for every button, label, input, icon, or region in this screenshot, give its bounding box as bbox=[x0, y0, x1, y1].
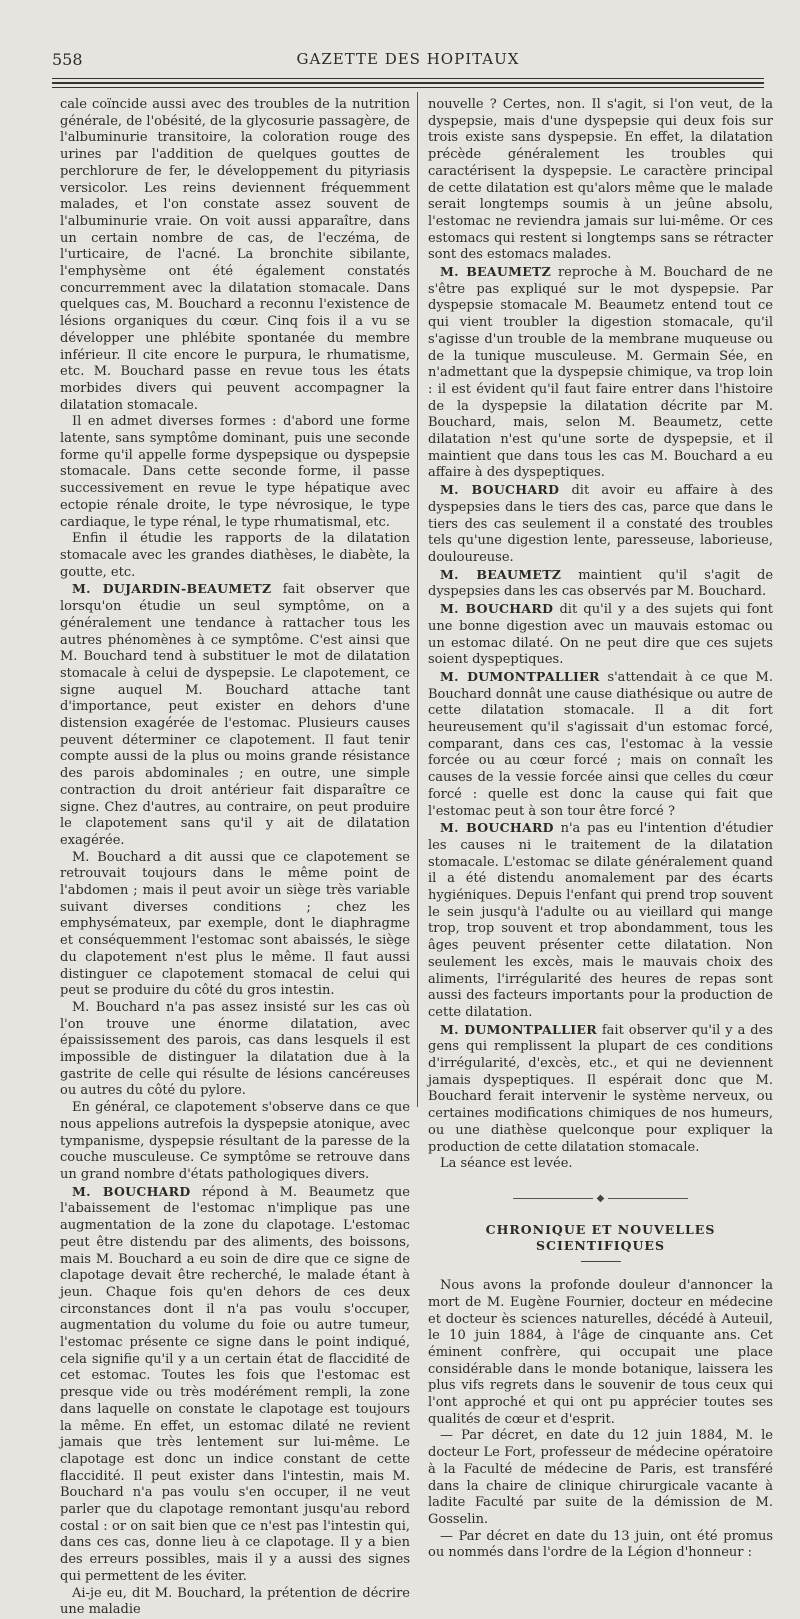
paragraph-text: Enfin il étudie les rapports de la dilatation stomacale avec les grandes diathèses, le diabète, la goutte, etc. bbox=[60, 531, 410, 580]
running-title: GAZETTE DES HOPITAUX bbox=[296, 50, 520, 68]
paragraph-text: cale coïncide aussi avec des troubles de la nutrition générale, de l'obésité, de la glycosurie passagère, de l'albuminurie transitoire, la coloration rouge des urines par l'addition de quelques gouttes de perchlorure de fer, le développement du pityriasis versicolor. Les reins deviennent fréquemment malades, et l'on constate assez souvent de l'albuminurie vraie. On voit aussi apparaître, dans un certain nombre de cas, de l'eczéma, de l'urticaire, de l'acné. La bronchite sibilante, l'emphysème ont été également constatés concurremment avec la dilatation stomacale. Dans quelques cas, M. Bouchard a reconnu l'existence de lésions organiques du cœur. Cinq fois il a vu se développer une phlébite spontanée du membre inférieur. Il cite encore le purpura, le rhumatisme, etc. M. Bouchard passe en revue tous les états morbides divers qui peuvent accompagner la dilatation stomacale. bbox=[60, 97, 410, 413]
paragraph bbox=[428, 1022, 773, 1157]
left-column bbox=[60, 97, 410, 1619]
paragraph bbox=[428, 97, 773, 264]
paragraph bbox=[60, 97, 410, 414]
page-header bbox=[52, 50, 764, 74]
paragraph bbox=[428, 1156, 773, 1173]
header-rule-bottom bbox=[52, 87, 764, 88]
paragraph-text: nouvelle ? Certes, non. Il s'agit, si l'on veut, de la dyspepsie, mais d'une dyspepsie qui deux fois sur trois existe sans dyspepsie. En effet, la dilatation précède généralement les troubles qui caractérisent la dyspepsie. Le caractère principal de cette dilatation est qu'alors même que le malade serait longtemps soumis à un jeûne absolu, l'estomac ne reviendra jamais sur lui-même. Or ces estomacs qui restent si longtemps sans se rétracter sont des estomacs malades. bbox=[428, 97, 773, 263]
paragraph bbox=[60, 1586, 410, 1619]
paragraph-text: reproche à M. Bouchard de ne s'être pas expliqué sur le mot dyspepsie. Par dyspepsie stomacale M. Beaumetz entend tout ce qui vient troubler la digestion stomacale, qu'il s'agisse d'un trouble de la membrane muqueuse ou de la tunique musculeuse. M. Germain Sée, en n'admettant que la dyspepsie chimique, va trop loin : il est évident qu'il faut faire entrer dans l'histoire de la dyspepsie la dilatation décrite par M. Bouchard, mais, selon M. Beaumetz, cette dilatation n'est qu'une sorte de dyspepsie, et il maintient que dans tous les cas M. Bouchard a eu affaire à des dyspeptiques. bbox=[428, 265, 773, 481]
speaker-name: M. BOUCHARD bbox=[440, 482, 560, 498]
paragraph-text: dit qu'il y a des sujets qui font une bonne digestion avec un mauvais estomac ou un estomac dilaté. On ne peut dire que ces sujets soient dyspeptiques. bbox=[428, 602, 773, 668]
paragraph-text: fait observer qu'il y a des gens qui remplissent la plupart de ces conditions d'irrégularité, d'excès, etc., et qui ne deviennent jamais dyspeptiques. Il espérait donc que M. Bouchard ferait intervenir le système nerveux, ou certaines modifications chimiques de nos humeurs, ou une diathèse quelconque pour expliquer la production de cette dilatation stomacale. bbox=[428, 1022, 773, 1155]
right-column bbox=[428, 97, 773, 1562]
speaker-name: M. BEAUMETZ bbox=[440, 264, 552, 280]
paragraph-text: En général, ce clapotement s'observe dans ce que nous appelions autrefois la dyspepsie atonique, avec tympanisme, dyspepsie résultant de la paresse de la couche musculeuse. Ce symptôme se retrouve dans un grand nombre d'états pathologiques divers. bbox=[60, 1100, 410, 1182]
section-title-rule bbox=[581, 1261, 621, 1262]
paragraph bbox=[428, 1529, 773, 1562]
paragraph bbox=[428, 1428, 773, 1528]
paragraph-text: Nous avons la profonde douleur d'annoncer la mort de M. Eugène Fournier, docteur en médecine et docteur ès sciences naturelles, décédé à Auteuil, le 10 juin 1884, à l'âge de cinquante ans. Cet éminent confrère, qui occupait une place considérable dans le monde botanique, laissera les plus vifs regrets dans le souvenir de tous ceux qui l'ont approché et qui ont pu apprécier toutes ses qualités de cœur et d'esprit. bbox=[428, 1278, 773, 1427]
speaker-name: M. BOUCHARD bbox=[440, 601, 554, 617]
speaker-name: M. DUMONTPALLIER bbox=[440, 668, 600, 684]
paragraph-text: Ai-je eu, dit M. Bouchard, la prétention de décrire une maladie bbox=[60, 1585, 410, 1618]
section-title: CHRONIQUE ET NOUVELLES SCIENTIFIQUES bbox=[485, 1221, 716, 1254]
right-column-body bbox=[428, 97, 773, 1173]
paragraph bbox=[428, 264, 773, 482]
paragraph bbox=[60, 531, 410, 581]
paragraph-text: La séance est levée. bbox=[440, 1156, 573, 1172]
paragraph bbox=[60, 414, 410, 531]
speaker-name: M. BOUCHARD bbox=[440, 820, 554, 836]
speaker-name: M. DUJARDIN-BEAUMETZ bbox=[72, 581, 272, 597]
paragraph bbox=[428, 669, 773, 820]
paragraph bbox=[60, 1184, 410, 1586]
speaker-name: M. BEAUMETZ bbox=[440, 566, 562, 582]
paragraph bbox=[428, 567, 773, 601]
paragraph-text: dit avoir eu affaire à des dyspepsies dans le tiers des cas, parce que dans le tiers des cas seulement il a constaté des troubles tels qu'une digestion lente, paresseuse, laborieuse, douloureuse. bbox=[428, 483, 773, 565]
paragraph bbox=[428, 1278, 773, 1428]
paragraph bbox=[428, 601, 773, 669]
paragraph-text: répond à M. Beaumetz que l'abaissement de l'estomac n'implique pas une augmentation de la zone du clapotage. L'estomac peut être distendu par des aliments, des boissons, mais M. Bouchard a eu soin de dire que ce signe de clapotage devait être recherché, le malade étant à jeun. Chaque fois qu'en dehors de ces deux circonstances dont il n'a pas voulu s'occuper, augmentation du volume du foie ou autre tumeur, l'estomac présente ce signe dans le point indiqué, cela signifie qu'il y a un certain état de flaccidité de cet estomac. Toutes les fois que l'estomac est presque vide ou très modérément rempli, la zone dans laquelle on constate le clapotage est toujours la même. En effet, un estomac dilaté ne revient jamais que très lentement sur lui-même. Le clapotage est donc un indice constant de cette flaccidité. Il peut exister dans l'intestin, mais M. Bouchard n'a pas voulu s'en occuper, il ne veut parler que du clapotage remontant jusqu'au rebord costal : or on sait bien que ce n'est pas l'intestin qui, dans ces cas, donne lieu à ce clapotage. Il y a bien des erreurs possibles, mais il y a aussi des signes qui permettent de les éviter. bbox=[60, 1184, 410, 1584]
paragraph-text: — Par décret, en date du 12 juin 1884, M. le docteur Le Fort, professeur de médecine opératoire à la Faculté de médecine de Paris, est transféré dans la chaire de clinique chirurgicale vacante à ladite Faculté par suite de la démission de M. Gosselin. bbox=[428, 1428, 773, 1527]
paragraph bbox=[428, 820, 773, 1021]
paragraph-text: M. Bouchard a dit aussi que ce clapotement se retrouvait toujours dans le même point de l'abdomen ; mais il peut avoir un siège très variable suivant diverses conditions ; chez les emphysémateux, par exemple, dont le diaphragme et conséquemment l'estomac sont abaissés, le siège du clapotement n'est plus le même. Il faut aussi distinguer ce clapotement stomacal de celui qui peut se produire du côté du gros intestin. bbox=[60, 849, 410, 999]
paragraph-text: — Par décret en date du 13 juin, ont été promus ou nommés dans l'ordre de la Légion d'honneur : bbox=[428, 1528, 773, 1561]
paragraph bbox=[60, 581, 410, 849]
header-rule bbox=[52, 78, 764, 79]
chronique-body bbox=[428, 1278, 773, 1562]
paragraph-text: s'attendait à ce que M. Bouchard donnât une cause diathésique ou autre de cette dilatation stomacale. Il a dit fort heureusement qu'il s'agissait d'un estomac forcé, comparant, dans ces cas, l'estomac à la vessie forcée ou au cœur forcé ; mais on connaît les causes de la vessie forcée ainsi que celles du cœur forcé : quelle est donc la cause qui fait que l'estomac peut à son tour être forcé ? bbox=[428, 669, 773, 819]
paragraph-text: Il en admet diverses formes : d'abord une forme latente, sans symptôme dominant, puis une seconde forme qu'il appelle forme dyspepsique ou dyspepsie stomacale. Dans cette seconde forme, il passe successivement en revue le type hépatique avec ectopie rénale droite, le type névrosique, le type cardiaque, le type rénal, le type rhumatismal, etc. bbox=[60, 414, 410, 530]
paragraph bbox=[60, 1100, 410, 1184]
column-divider bbox=[417, 92, 418, 1107]
speaker-name: M. DUMONTPALLIER bbox=[440, 1021, 597, 1037]
paragraph-text: maintient qu'il s'agit de dyspepsies dans les cas observés par M. Bouchard. bbox=[428, 567, 774, 600]
paragraph bbox=[428, 482, 773, 567]
paragraph-text: fait observer que lorsqu'on étudie un seul symptôme, on a généralement une tendance à rattacher tous les autres phénomènes à ce symptôme. C'est ainsi que M. Bouchard tend à substituer le mot de dilatation stomacale à celui de dyspepsie. Le clapotement, ce signe auquel M. Bouchard attache tant d'importance, peut exister en dehors d'une distension exagérée de l'estomac. Plusieurs causes peuvent déterminer ce clapotement. Il faut tenir compte aussi de la plus ou moins grande résistance des parois abdominales ; en outre, une simple contraction du droit antérieur fait disparaître ce signe. Chez d'autres, au contraire, on peut produire le clapotement sans qu'il y ait de dilatation exagérée. bbox=[60, 582, 410, 848]
paragraph-text: n'a pas eu l'intention d'étudier les causes ni le traitement de la dilatation stomacale. L'estomac se dilate généralement quand il a été distendu anomalement par des écarts hygiéniques. Depuis l'enfant qui prend trop souvent le sein jusqu'à l'adulte ou au vieillard qui mange trop, trop souvent et trop abondamment, tous les âges peuvent présenter cette dilatation. Non seulement les excès, mais le mauvais choix des aliments, l'irrégularité des heures de repas sont aussi des facteurs importants pour la production de cette dilatation. bbox=[428, 821, 773, 1020]
paragraph-text: M. Bouchard n'a pas assez insisté sur les cas où l'on trouve une énorme dilatation, avec épaississement des parois, cas dans lesquels il est impossible de distinguer la dilatation due à la gastrite de celle qui résulte de lésions cancéreuses ou autres du côté du pylore. bbox=[60, 999, 410, 1099]
paragraph bbox=[60, 1000, 410, 1100]
separator: ◆ bbox=[428, 1191, 773, 1208]
paragraph bbox=[60, 850, 410, 1000]
header-rule-thick bbox=[52, 82, 764, 84]
speaker-name: M. BOUCHARD bbox=[72, 1183, 191, 1199]
page-number: 558 bbox=[52, 50, 83, 69]
